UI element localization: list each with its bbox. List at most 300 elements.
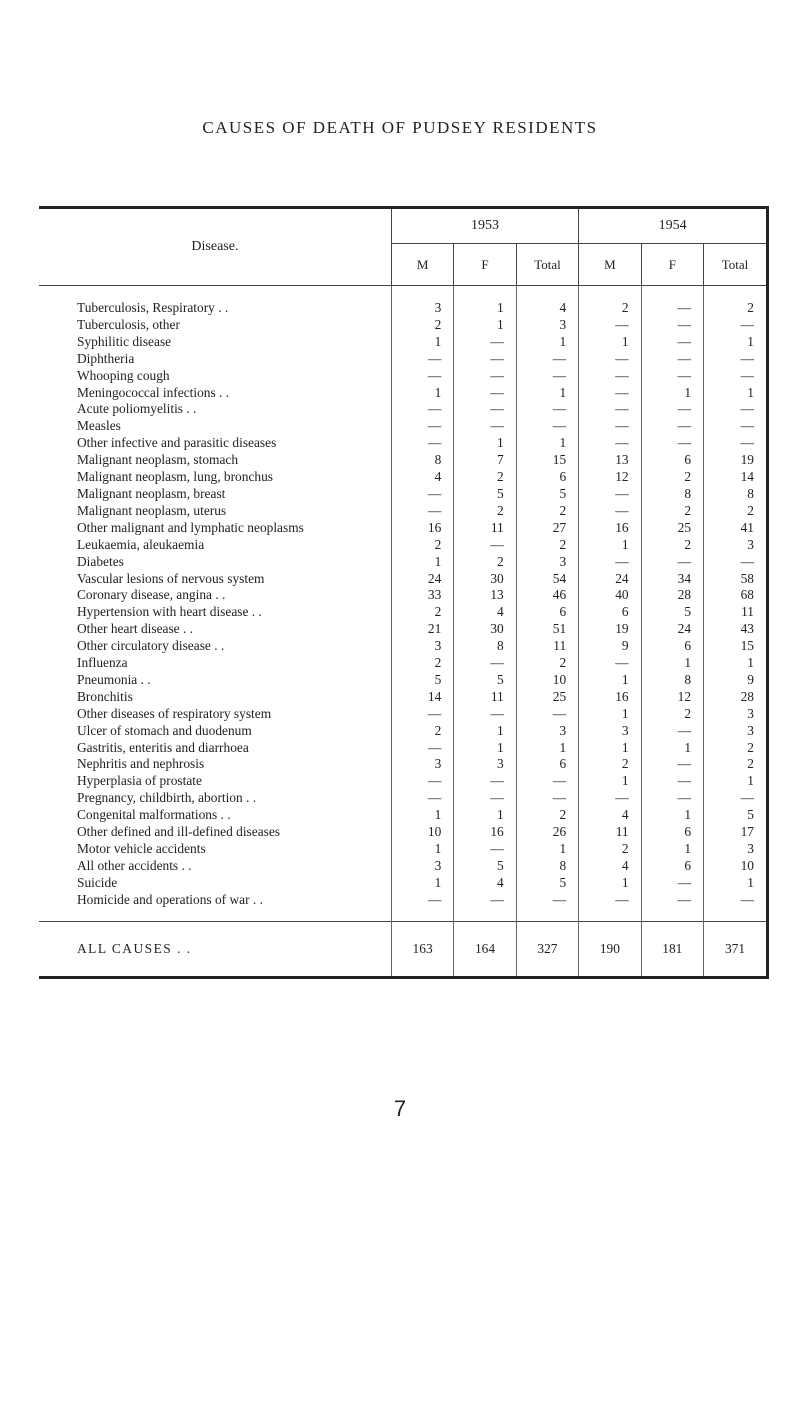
cell-1953-male: 2 (391, 655, 453, 672)
cell-1954-total: 1 (704, 773, 766, 790)
disease-name: Other infective and parasitic diseases (77, 435, 277, 451)
cell-1953-male: — (391, 351, 453, 368)
cell-1953-female: — (454, 334, 516, 351)
cell-1953-female: 1 (454, 286, 516, 317)
disease-name: Bronchitis (77, 688, 133, 704)
cell-1954-total: 1 (704, 334, 766, 351)
table-row (39, 790, 766, 807)
cell-1954-male: — (579, 385, 641, 402)
cell-1953-total: 1 (516, 740, 578, 757)
cell-1953-male: 1 (391, 875, 453, 892)
cell-1954-female: — (641, 418, 703, 435)
cell-1954-total: 1 (704, 385, 766, 402)
cell-1954-male: 1 (579, 672, 641, 689)
total-1954-female: 181 (641, 921, 703, 976)
cell-1953-total: 1 (516, 435, 578, 452)
cell-1953-female: 8 (454, 638, 516, 655)
disease-name: Other circulatory disease . . (77, 638, 225, 654)
cell-1954-male: — (579, 351, 641, 368)
cell-1953-total: 5 (516, 875, 578, 892)
cell-1953-male: — (391, 401, 453, 418)
cell-1953-total: 54 (516, 571, 578, 588)
cell-1954-male: — (579, 655, 641, 672)
table-row (39, 368, 766, 385)
cell-1953-male: — (391, 773, 453, 790)
disease-name: Hypertension with heart disease . . (77, 604, 262, 620)
disease-name: Whooping cough (77, 367, 170, 383)
cell-1954-total: 10 (704, 858, 766, 875)
table-row (39, 418, 766, 435)
cell-1953-total: — (516, 351, 578, 368)
cell-1954-total: 17 (704, 824, 766, 841)
cell-1954-total: 68 (704, 587, 766, 604)
cell-1954-total: — (704, 790, 766, 807)
cell-1954-female: 34 (641, 571, 703, 588)
cell-1953-female: — (454, 790, 516, 807)
disease-name: Homicide and operations of war . . (77, 891, 263, 907)
table-row (39, 520, 766, 537)
cell-1953-female: — (454, 773, 516, 790)
cell-1954-male: 1 (579, 334, 641, 351)
cell-1953-total: 51 (516, 621, 578, 638)
disease-name: Malignant neoplasm, breast (77, 485, 226, 501)
cell-1953-female: — (454, 537, 516, 554)
cell-1954-female: — (641, 756, 703, 773)
disease-name: Nephritis and nephrosis (77, 756, 205, 772)
disease-name: Influenza (77, 655, 128, 671)
cell-1953-total: 5 (516, 486, 578, 503)
cell-1954-male: — (579, 503, 641, 520)
cell-1954-total: 8 (704, 486, 766, 503)
cell-1954-female: — (641, 773, 703, 790)
cell-1954-total: — (704, 435, 766, 452)
cell-1953-male: — (391, 892, 453, 921)
cell-1954-female: — (641, 317, 703, 334)
cell-1954-male: 19 (579, 621, 641, 638)
cell-1954-total: 43 (704, 621, 766, 638)
cell-1954-female: 8 (641, 672, 703, 689)
table-row (39, 286, 766, 317)
cell-1953-male: 3 (391, 638, 453, 655)
table-row (39, 773, 766, 790)
cell-1953-total: 15 (516, 452, 578, 469)
cell-1953-total: 26 (516, 824, 578, 841)
disease-name: Other defined and ill-defined diseases (77, 824, 281, 840)
cell-1954-female: — (641, 875, 703, 892)
table-row (39, 334, 766, 351)
cell-1953-male: 2 (391, 723, 453, 740)
cell-1954-female: — (641, 723, 703, 740)
cell-1953-total: — (516, 790, 578, 807)
cell-1954-male: 13 (579, 452, 641, 469)
cell-1954-female: 28 (641, 587, 703, 604)
page-number: 7 (393, 1096, 407, 1121)
cell-1954-male: 4 (579, 858, 641, 875)
cell-1954-male: — (579, 892, 641, 921)
table-row (39, 740, 766, 757)
disease-name: Motor vehicle accidents (77, 841, 206, 856)
cell-1953-total: 3 (516, 554, 578, 571)
cell-1954-male: 12 (579, 469, 641, 486)
disease-name: Diabetes (77, 553, 124, 569)
cell-1954-total: 9 (704, 672, 766, 689)
cell-1954-female: — (641, 435, 703, 452)
table-row (39, 503, 766, 520)
cell-1953-male: 1 (391, 807, 453, 824)
cell-1954-male: 6 (579, 604, 641, 621)
cell-1953-total: 1 (516, 334, 578, 351)
cell-1954-male: — (579, 435, 641, 452)
table-row (39, 401, 766, 418)
cell-1953-male: 2 (391, 537, 453, 554)
cell-1954-total: — (704, 317, 766, 334)
cell-1953-total: 25 (516, 689, 578, 706)
cell-1953-female: 5 (454, 486, 516, 503)
total-1953-female: 164 (454, 921, 516, 976)
col-1954-total: Total (704, 244, 766, 286)
disease-name: Other diseases of respiratory system (77, 705, 272, 721)
cell-1953-female: 5 (454, 672, 516, 689)
cell-1953-male: 10 (391, 824, 453, 841)
col-1954-female: F (641, 244, 703, 286)
cell-1953-total: 11 (516, 638, 578, 655)
cell-1954-total: 2 (704, 740, 766, 757)
cell-1954-female: 6 (641, 858, 703, 875)
cell-1954-female: 2 (641, 469, 703, 486)
year-1954-header: 1954 (579, 209, 766, 244)
cell-1954-total: 11 (704, 604, 766, 621)
table-row (39, 756, 766, 773)
table-row (39, 723, 766, 740)
cell-1954-total: 19 (704, 452, 766, 469)
causes-of-death-table-wrapper (39, 206, 769, 979)
total-1954-total: 371 (704, 921, 766, 976)
cell-1953-total: 2 (516, 537, 578, 554)
cell-1954-female: — (641, 401, 703, 418)
cell-1953-male: — (391, 368, 453, 385)
cell-1954-total: — (704, 892, 766, 921)
cell-1954-female: — (641, 554, 703, 571)
cell-1954-female: 25 (641, 520, 703, 537)
table-footer (39, 921, 766, 976)
cell-1954-female: 24 (641, 621, 703, 638)
cell-1953-female: 2 (454, 503, 516, 520)
table-row (39, 486, 766, 503)
cell-1953-total: — (516, 892, 578, 921)
cell-1953-male: 16 (391, 520, 453, 537)
causes-of-death-table (39, 209, 766, 976)
cell-1954-male: — (579, 486, 641, 503)
cell-1953-male: 3 (391, 858, 453, 875)
cell-1954-total: — (704, 401, 766, 418)
cell-1954-female: 2 (641, 503, 703, 520)
cell-1953-female: 11 (454, 520, 516, 537)
disease-name: Malignant neoplasm, lung, bronchus (77, 469, 273, 485)
year-header-row (39, 209, 766, 244)
disease-name: Congenital malformations . . (77, 807, 231, 823)
table-row (39, 807, 766, 824)
cell-1953-total: — (516, 773, 578, 790)
disease-name: Malignant neoplasm, stomach (77, 452, 239, 468)
cell-1953-female: 4 (454, 875, 516, 892)
cell-1953-female: 30 (454, 571, 516, 588)
table-row (39, 824, 766, 841)
cell-1954-female: — (641, 790, 703, 807)
cell-1954-total: — (704, 554, 766, 571)
cell-1953-total: — (516, 401, 578, 418)
table-row (39, 892, 766, 921)
cell-1954-total: 1 (704, 655, 766, 672)
cell-1953-total: 6 (516, 756, 578, 773)
cell-1953-female: — (454, 401, 516, 418)
disease-name: Diphtheria (77, 350, 135, 366)
disease-name: Coronary disease, angina . . (77, 587, 226, 603)
cell-1954-total: 2 (704, 286, 766, 317)
cell-1954-male: 1 (579, 537, 641, 554)
cell-1954-total: 28 (704, 689, 766, 706)
cell-1954-male: 11 (579, 824, 641, 841)
cell-1953-male: — (391, 790, 453, 807)
year-1953-header: 1953 (391, 209, 578, 244)
cell-1953-male: 1 (391, 841, 453, 858)
cell-1953-female: 1 (454, 435, 516, 452)
table-row (39, 604, 766, 621)
table-row (39, 571, 766, 588)
cell-1953-male: 21 (391, 621, 453, 638)
cell-1954-total: 58 (704, 571, 766, 588)
total-label: ALL CAUSES . . (39, 921, 391, 976)
cell-1953-female: — (454, 706, 516, 723)
cell-1954-total: 5 (704, 807, 766, 824)
disease-name: Leukaemia, aleukaemia (77, 536, 205, 552)
table-row (39, 469, 766, 486)
cell-1953-female: 13 (454, 587, 516, 604)
cell-1954-female: 2 (641, 706, 703, 723)
cell-1953-total: 27 (516, 520, 578, 537)
cell-1953-total: 3 (516, 317, 578, 334)
cell-1953-total: 6 (516, 604, 578, 621)
cell-1954-female: 1 (641, 807, 703, 824)
cell-1953-female: 2 (454, 554, 516, 571)
cell-1953-male: 1 (391, 334, 453, 351)
cell-1953-total: 2 (516, 807, 578, 824)
disease-name: Suicide (77, 874, 118, 890)
cell-1954-male: 24 (579, 571, 641, 588)
disease-name: Acute poliomyelitis . . (77, 401, 197, 417)
cell-1954-male: — (579, 554, 641, 571)
cell-1953-female: 4 (454, 604, 516, 621)
table-row (39, 351, 766, 368)
table-row (39, 452, 766, 469)
cell-1953-total: 1 (516, 385, 578, 402)
cell-1954-male: 1 (579, 875, 641, 892)
cell-1954-male: 2 (579, 841, 641, 858)
cell-1954-female: — (641, 351, 703, 368)
disease-name: Pregnancy, childbirth, abortion . . (77, 790, 257, 806)
cell-1954-male: 40 (579, 587, 641, 604)
cell-1953-female: 2 (454, 469, 516, 486)
cell-1953-female: 16 (454, 824, 516, 841)
cell-1953-male: 1 (391, 554, 453, 571)
cell-1953-male: 2 (391, 604, 453, 621)
table-row (39, 875, 766, 892)
col-1953-female: F (454, 244, 516, 286)
cell-1954-male: 9 (579, 638, 641, 655)
cell-1954-male: 2 (579, 756, 641, 773)
disease-name: Meningococcal infections . . (77, 384, 230, 400)
cell-1954-female: — (641, 368, 703, 385)
col-1954-male: M (579, 244, 641, 286)
col-1953-total: Total (516, 244, 578, 286)
table-row (39, 435, 766, 452)
table-header (39, 209, 766, 286)
cell-1954-total: 3 (704, 537, 766, 554)
cell-1953-male: 24 (391, 571, 453, 588)
cell-1953-male: 2 (391, 317, 453, 334)
cell-1953-female: — (454, 368, 516, 385)
table-row (39, 655, 766, 672)
table-row (39, 385, 766, 402)
cell-1953-female: — (454, 655, 516, 672)
cell-1953-female: 1 (454, 317, 516, 334)
cell-1954-female: 6 (641, 452, 703, 469)
cell-1953-male: — (391, 435, 453, 452)
cell-1953-male: 5 (391, 672, 453, 689)
cell-1953-female: — (454, 351, 516, 368)
cell-1954-female: — (641, 334, 703, 351)
cell-1953-male: 1 (391, 385, 453, 402)
cell-1954-total: 3 (704, 841, 766, 858)
disease-name: Malignant neoplasm, uterus (77, 502, 227, 518)
cell-1953-female: — (454, 841, 516, 858)
table-row (39, 554, 766, 571)
cell-1953-female: 7 (454, 452, 516, 469)
cell-1953-total: 6 (516, 469, 578, 486)
cell-1953-female: 30 (454, 621, 516, 638)
table-row (39, 621, 766, 638)
cell-1953-male: 8 (391, 452, 453, 469)
cell-1954-male: — (579, 317, 641, 334)
cell-1954-female: 6 (641, 638, 703, 655)
cell-1953-total: 8 (516, 858, 578, 875)
table-row (39, 689, 766, 706)
cell-1954-female: 12 (641, 689, 703, 706)
cell-1954-female: — (641, 286, 703, 317)
table-row (39, 587, 766, 604)
cell-1954-male: — (579, 368, 641, 385)
cell-1954-male: 1 (579, 773, 641, 790)
disease-name: Other heart disease . . (77, 621, 194, 637)
cell-1953-total: — (516, 706, 578, 723)
cell-1953-male: 4 (391, 469, 453, 486)
table-row (39, 317, 766, 334)
cell-1953-female: — (454, 892, 516, 921)
disease-name: Gastritis, enteritis and diarrhoea (77, 739, 249, 755)
cell-1953-total: 46 (516, 587, 578, 604)
cell-1954-total: 1 (704, 875, 766, 892)
cell-1954-male: 2 (579, 286, 641, 317)
cell-1954-total: 3 (704, 706, 766, 723)
disease-name: Measles (77, 418, 121, 434)
disease-name: Other malignant and lymphatic neoplasms (77, 519, 304, 535)
table-row (39, 858, 766, 875)
cell-1954-male: 3 (579, 723, 641, 740)
cell-1953-female: 1 (454, 723, 516, 740)
cell-1953-male: — (391, 418, 453, 435)
cell-1954-male: 16 (579, 689, 641, 706)
disease-name: Tuberculosis, other (77, 316, 180, 332)
table-body (39, 286, 766, 922)
cell-1953-male: — (391, 503, 453, 520)
cell-1954-female: 6 (641, 824, 703, 841)
cell-1954-female: — (641, 892, 703, 921)
total-1954-male: 190 (579, 921, 641, 976)
disease-name: Vascular lesions of nervous system (77, 570, 265, 586)
cell-1954-male: 1 (579, 740, 641, 757)
cell-1954-female: 1 (641, 385, 703, 402)
cell-1954-male: 16 (579, 520, 641, 537)
cell-1953-total: 10 (516, 672, 578, 689)
cell-1953-female: 3 (454, 756, 516, 773)
cell-1954-total: 2 (704, 756, 766, 773)
table-row (39, 706, 766, 723)
cell-1953-female: 5 (454, 858, 516, 875)
cell-1953-total: 3 (516, 723, 578, 740)
cell-1953-total: — (516, 368, 578, 385)
cell-1953-male: 3 (391, 756, 453, 773)
cell-1954-total: 14 (704, 469, 766, 486)
cell-1954-female: 5 (641, 604, 703, 621)
table-row (39, 638, 766, 655)
total-row (39, 921, 766, 976)
cell-1954-total: 2 (704, 503, 766, 520)
table-row (39, 672, 766, 689)
cell-1953-total: 2 (516, 503, 578, 520)
cell-1953-female: — (454, 418, 516, 435)
cell-1954-female: 2 (641, 537, 703, 554)
cell-1953-male: — (391, 706, 453, 723)
cell-1953-male: 33 (391, 587, 453, 604)
total-1953-male: 163 (391, 921, 453, 976)
cell-1954-male: — (579, 790, 641, 807)
cell-1953-female: 1 (454, 807, 516, 824)
cell-1953-total: 1 (516, 841, 578, 858)
cell-1954-male: — (579, 401, 641, 418)
disease-name: Tuberculosis, Respiratory . . (77, 300, 229, 315)
cell-1953-female: 1 (454, 740, 516, 757)
total-1953-total: 327 (516, 921, 578, 976)
cell-1954-male: — (579, 418, 641, 435)
cell-1953-male: — (391, 740, 453, 757)
cell-1953-total: 2 (516, 655, 578, 672)
cell-1953-female: — (454, 385, 516, 402)
cell-1954-male: 1 (579, 706, 641, 723)
cell-1954-total: 15 (704, 638, 766, 655)
cell-1954-total: — (704, 368, 766, 385)
disease-column-header: Disease. (39, 209, 391, 286)
cell-1954-female: 1 (641, 655, 703, 672)
disease-name: All other accidents . . (77, 857, 192, 873)
cell-1954-male: 4 (579, 807, 641, 824)
cell-1954-total: 3 (704, 723, 766, 740)
disease-name: Ulcer of stomach and duodenum (77, 722, 252, 738)
cell-1953-male: 14 (391, 689, 453, 706)
cell-1954-female: 1 (641, 841, 703, 858)
cell-1954-female: 1 (641, 740, 703, 757)
table-row (39, 537, 766, 554)
cell-1953-total: — (516, 418, 578, 435)
disease-name: Syphilitic disease (77, 333, 172, 349)
